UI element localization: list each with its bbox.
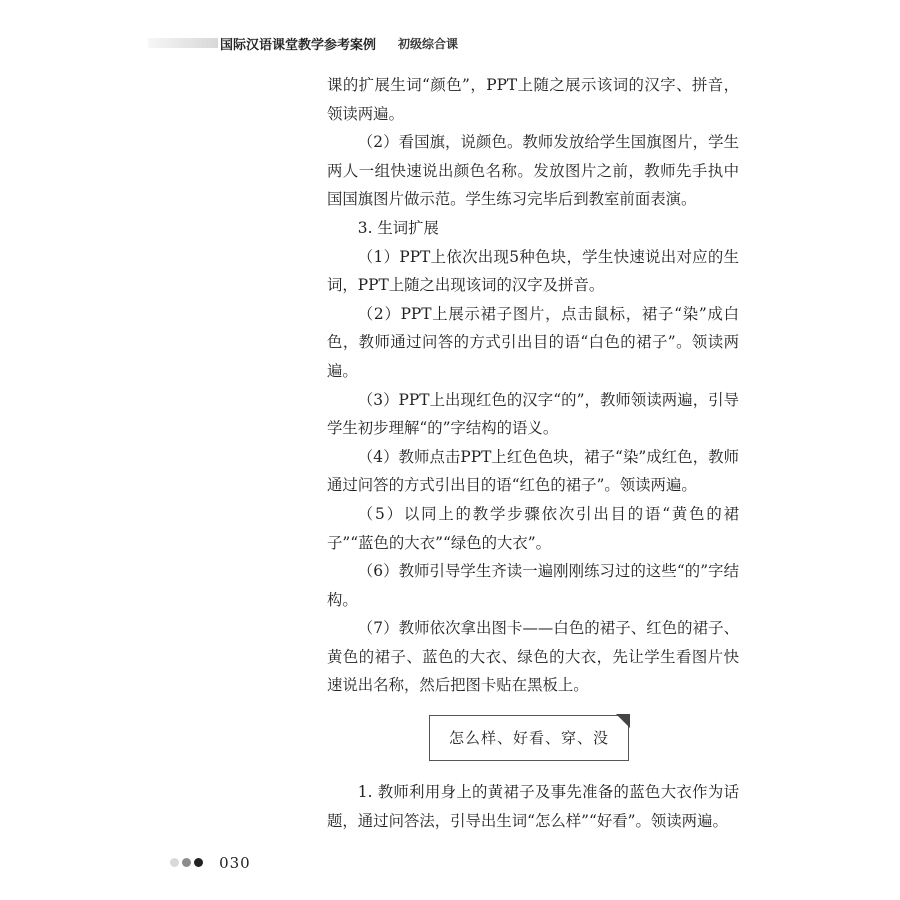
vocab-box-text: 怎么样、好看、穿、没 <box>448 729 609 748</box>
vocab-box <box>429 715 629 761</box>
paragraph: （5）以同上的教学步骤依次引出目的语“黄色的裙子”“蓝色的大衣”“绿色的大衣”。 <box>327 504 739 552</box>
page-footer <box>170 852 251 872</box>
running-header <box>148 34 588 52</box>
paragraph: （4）教师点击PPT上红色色块，裙子“染”成红色，教师通过问答的方式引出目的语“红色的裙子”。领读两遍。 <box>327 447 739 495</box>
paragraphs-after <box>327 778 739 835</box>
paragraph: 3. 生词扩展 <box>357 218 439 237</box>
paragraph: （2）PPT上展示裙子图片，点击鼠标，裙子“染”成白色，教师通过问答的方式引出目的语“白色的裙子”。领读两遍。 <box>327 304 739 380</box>
dark-dot-icon <box>194 858 203 867</box>
paragraph: （6）教师引导学生齐读一遍刚刚练习过的这些“的”字结构。 <box>327 562 739 609</box>
chapter-subtitle: 初级综合课 <box>398 37 459 51</box>
page-body <box>327 71 739 835</box>
paragraph: （1）PPT上依次出现5种色块，学生快速说出对应的生词，PPT上随之出现该词的汉字及拼音。 <box>327 247 739 295</box>
medium-dot-icon <box>182 858 191 867</box>
paragraph: 课的扩展生词“颜色”，PPT上随之展示该词的汉字、拼音，领读两遍。 <box>327 76 739 123</box>
page-number: 030 <box>219 853 251 872</box>
book-title: 国际汉语课堂教学参考案例 <box>220 38 377 53</box>
header-decoration-bar <box>148 38 218 48</box>
light-dot-icon <box>170 858 179 867</box>
paragraph: （3）PPT上出现红色的汉字“的”，教师领读两遍，引导学生初步理解“的”字结构的语义。 <box>327 390 739 438</box>
paragraphs-before <box>327 71 739 700</box>
paragraph: 1. 教师利用身上的黄裙子及事先准备的蓝色大衣作为话题，通过问答法，引导出生词“怎么样”“好看”。领读两遍。 <box>327 783 739 830</box>
paragraph: （7）教师依次拿出图卡——白色的裙子、红色的裙子、黄色的裙子、蓝色的大衣、绿色的大衣，先让学生看图片快速说出名称，然后把图卡贴在黑板上。 <box>327 619 739 695</box>
paragraph: （2）看国旗，说颜色。教师发放给学生国旗图片，学生两人一组快速说出颜色名称。发放图片之前，教师先手执中国国旗图片做示范。学生练习完毕后到教室前面表演。 <box>327 133 739 209</box>
